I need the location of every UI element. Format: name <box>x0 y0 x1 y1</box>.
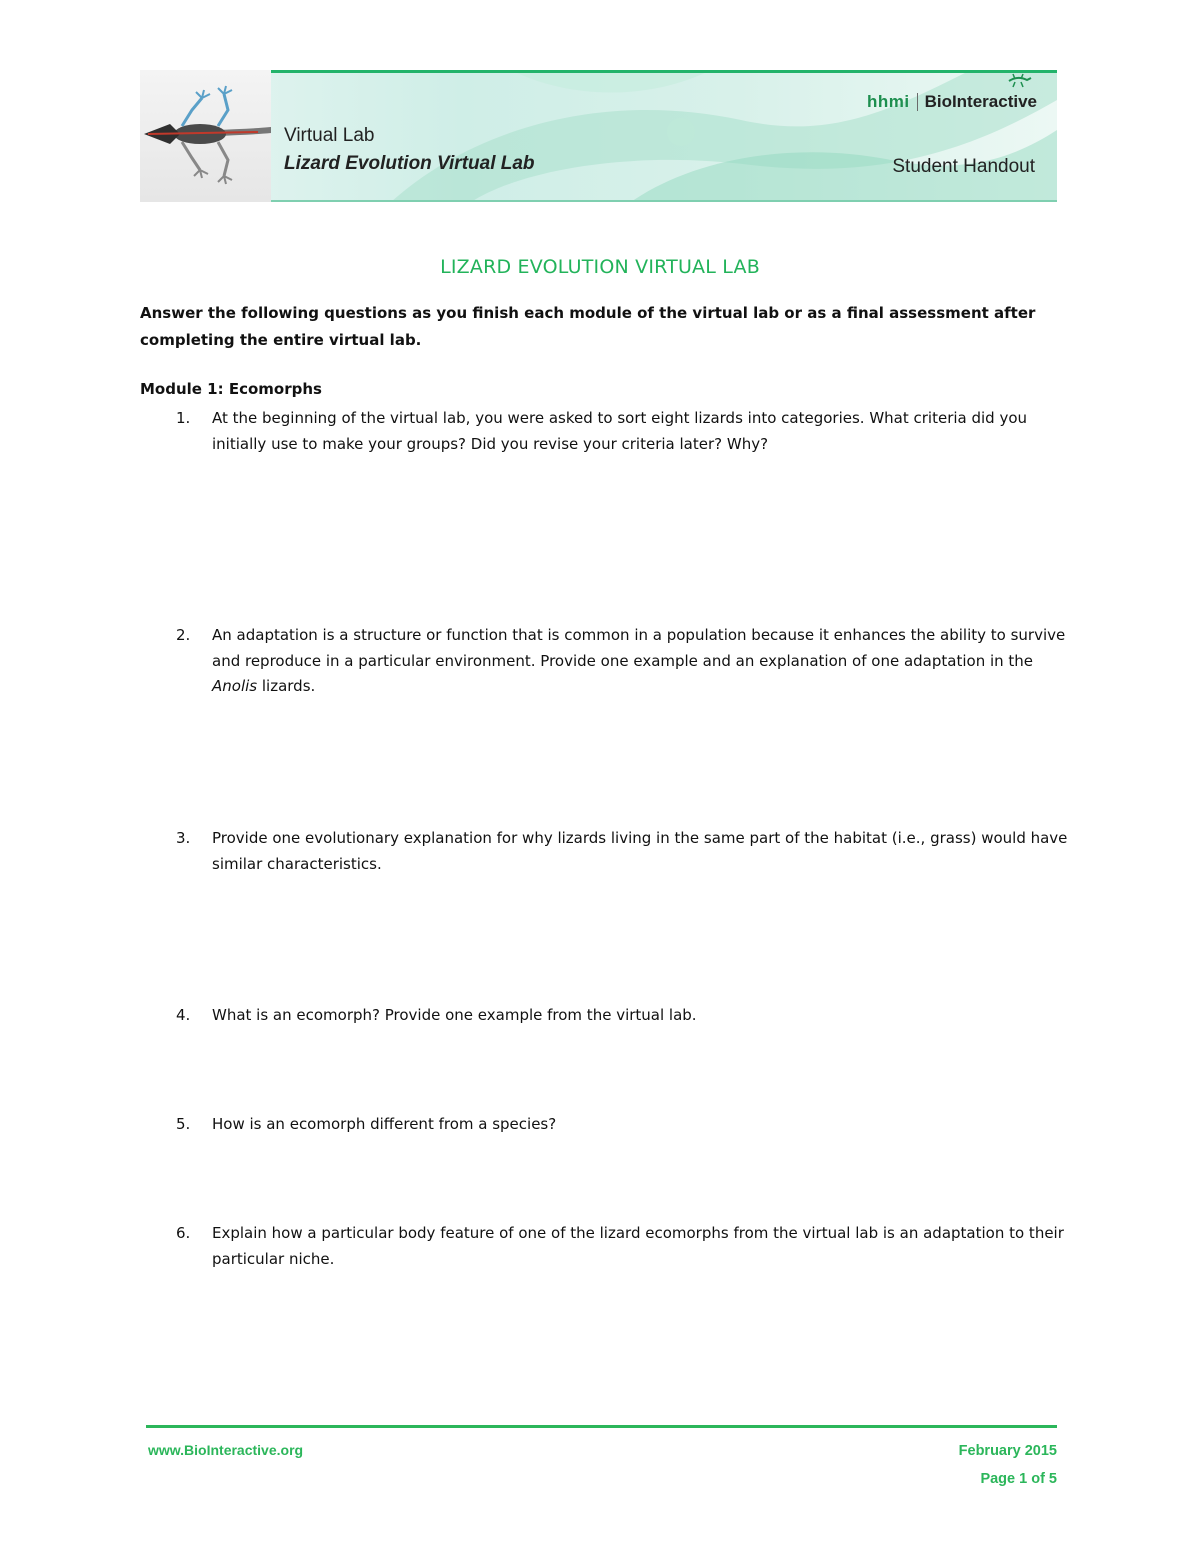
banner-handout-label: Student Handout <box>892 156 1035 177</box>
question-text: What is an ecomorph? Provide one example from the virtual lab. <box>212 1006 697 1024</box>
question-number: 4. <box>176 1006 191 1024</box>
brand-hhmi: hhmi <box>866 92 910 111</box>
question-text: At the beginning of the virtual lab, you were asked to sort eight lizards into categories. What criteria did you initially use to make your groups? Did you revise your criteria later? Why? <box>212 409 1028 453</box>
footer-date: February 2015 <box>958 1443 1057 1459</box>
lizard-xray-icon <box>140 70 271 202</box>
question-text: Provide one evolutionary explanation for why lizards living in the same part of the habitat (i.e., grass) would have similar characteristics. <box>212 829 1068 873</box>
question-number: 5. <box>176 1115 191 1133</box>
hhmi-biointeractive-logo <box>867 92 1037 112</box>
document-title: LIZARD EVOLUTION VIRTUAL LAB <box>440 256 760 278</box>
banner-top-rule <box>271 70 1057 73</box>
question-text: How is an ecomorph different from a species? <box>212 1115 557 1133</box>
question-number: 6. <box>176 1224 191 1242</box>
module-heading: Module 1: Ecomorphs <box>140 380 322 398</box>
question-text-part: lizards. <box>257 677 316 695</box>
question-number: 1. <box>176 409 191 427</box>
footer-rule <box>146 1425 1057 1428</box>
banner-bottom-rule <box>271 200 1057 202</box>
question-text-part: An adaptation is a structure or function that is common in a population because it enhances the ability to survive and reproduce in a particular environment. Provide one example and an explanation of one adaptation in the <box>212 626 1066 670</box>
question-text-italic: Anolis <box>212 677 258 695</box>
brand-name: BioInteractive <box>924 92 1037 111</box>
question-number: 2. <box>176 626 191 644</box>
banner-subtitle: Virtual Lab <box>284 125 375 146</box>
banner-title: Lizard Evolution Virtual Lab <box>284 153 535 174</box>
header-banner <box>140 70 1057 202</box>
brand-separator <box>917 93 918 111</box>
footer-website-link[interactable]: www.BioInteractive.org <box>148 1442 304 1458</box>
question-text <box>212 623 1072 700</box>
footer-page-number: Page 1 of 5 <box>980 1471 1057 1487</box>
brand-lizard-icon <box>1007 72 1033 90</box>
question-number: 3. <box>176 829 191 847</box>
decorative-swirl <box>271 70 1057 202</box>
question-text: Explain how a particular body feature of one of the lizard ecomorphs from the virtual lab is an adaptation to their particular niche. <box>212 1224 1064 1268</box>
intro-instructions: Answer the following questions as you finish each module of the virtual lab or as a final assessment after completing the entire virtual lab. <box>140 304 1036 349</box>
